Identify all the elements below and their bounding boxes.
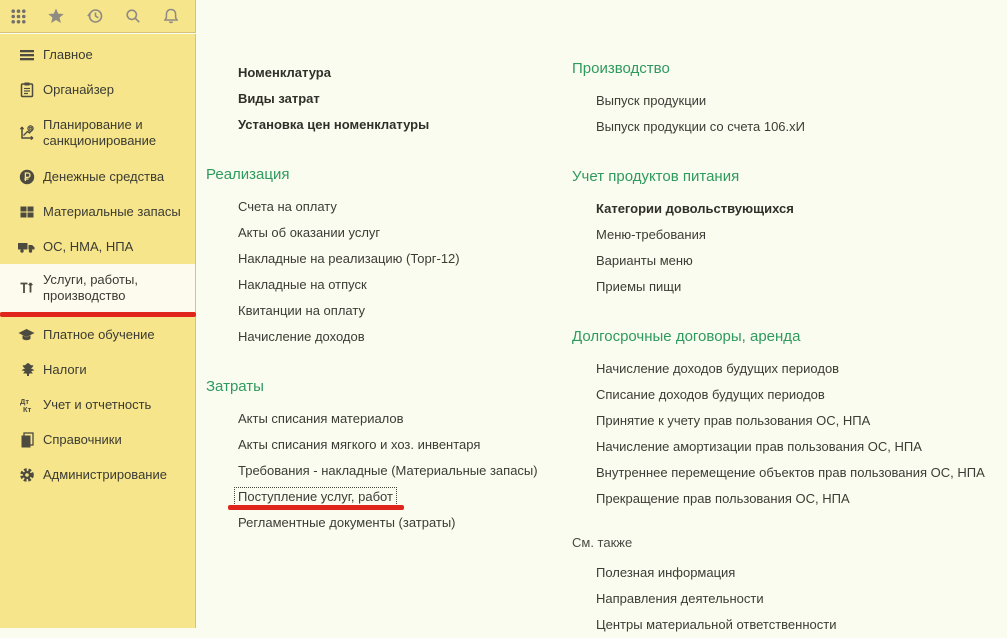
menu-link[interactable]: Номенклатура — [238, 65, 331, 80]
sidebar-item-label: Материальные запасы — [43, 203, 181, 219]
top-toolbar — [0, 0, 196, 33]
menu-link[interactable]: Акты об оказании услуг — [238, 225, 381, 240]
sidebar-item-materials[interactable] — [0, 194, 195, 229]
ruble-circle-icon — [10, 168, 43, 186]
menu-link[interactable]: Выпуск продукции со счета 106.хИ — [596, 119, 805, 134]
menu-link[interactable]: Виды затрат — [238, 91, 320, 106]
sidebar-item-label: Главное — [43, 46, 93, 62]
sidebar-item-services[interactable] — [0, 264, 195, 312]
menu-link[interactable]: Направления деятельности — [596, 591, 764, 606]
menu-item-underline-annotation — [228, 505, 404, 510]
menu-link[interactable]: Начисление амортизации прав пользования ОС, НПА — [596, 439, 922, 454]
blocks-icon — [10, 203, 43, 221]
menu-link[interactable]: Накладные на реализацию (Торг-12) — [238, 251, 460, 266]
search-icon[interactable] — [123, 6, 143, 26]
notifications-bell-icon[interactable] — [161, 6, 181, 26]
menu-link[interactable]: Списание доходов будущих периодов — [596, 387, 825, 402]
section-title-see-also: См. также — [572, 535, 633, 550]
sidebar-item-label: Платное обучение — [43, 326, 155, 342]
history-icon[interactable] — [85, 6, 105, 26]
sidebar-item-catalogs[interactable] — [0, 422, 195, 457]
menu-link[interactable]: Регламентные документы (затраты) — [238, 515, 456, 530]
menu-link[interactable]: Квитанции на оплату — [238, 303, 365, 318]
sidebar-item-label: Органайзер — [43, 81, 114, 97]
section-title-costs: Затраты — [206, 378, 264, 395]
sidebar-item-administration[interactable] — [0, 457, 195, 492]
menu-link[interactable]: Начисление доходов — [238, 329, 365, 344]
graduation-cap-icon — [10, 326, 43, 344]
sidebar-item-money[interactable] — [0, 159, 195, 194]
menu-link[interactable]: Накладные на отпуск — [238, 277, 367, 292]
apps-grid-icon[interactable] — [8, 6, 28, 26]
services-icon — [10, 279, 43, 297]
section-title-production: Производство — [572, 60, 670, 77]
sidebar-item-accounting[interactable] — [0, 387, 195, 422]
star-favorites-icon[interactable] — [46, 6, 66, 26]
sidebar-item-label: Справочники — [43, 431, 122, 447]
section-title-food-accounting: Учет продуктов питания — [572, 168, 740, 185]
truck-icon — [10, 238, 43, 256]
menu-link[interactable]: Полезная информация — [596, 565, 736, 580]
eagle-emblem-icon — [10, 361, 43, 379]
sidebar-item-main[interactable] — [0, 37, 195, 72]
menu-column-2 — [572, 56, 1007, 638]
catalogs-icon — [10, 431, 43, 449]
menu-link[interactable]: Прекращение прав пользования ОС, НПА — [596, 491, 850, 506]
menu-link[interactable]: Внутреннее перемещение объектов прав пользования ОС, НПА — [596, 465, 985, 480]
section-title-longterm-contracts: Долгосрочные договоры, аренда — [572, 328, 801, 345]
svg-text:Кт: Кт — [22, 404, 31, 414]
menu-link[interactable]: Акты списания мягкого и хоз. инвентаря — [238, 437, 481, 452]
planning-chart-icon — [10, 124, 43, 142]
sidebar-item-label: Планирование и санкционирование — [43, 117, 157, 148]
menu-link[interactable]: Начисление доходов будущих периодов — [596, 361, 840, 376]
sidebar-nav — [0, 34, 196, 628]
sidebar-item-label: Администрирование — [43, 466, 167, 482]
menu-link[interactable]: Центры материальной ответственности — [596, 617, 837, 632]
menu-link[interactable]: Установка цен номенклатуры — [238, 117, 430, 132]
menu-link[interactable]: Акты списания материалов — [238, 411, 404, 426]
menu-link[interactable]: Выпуск продукции — [596, 93, 707, 108]
organizer-clipboard-icon — [10, 81, 43, 99]
sidebar-item-paid-education[interactable] — [0, 317, 195, 352]
svg-text:Дт: Дт — [19, 396, 29, 406]
sidebar-item-label: Учет и отчетность — [43, 396, 152, 412]
sidebar-item-label: Услуги, работы, производство — [43, 272, 138, 303]
menu-column-1 — [206, 60, 558, 536]
sidebar-item-os-nma-npa[interactable] — [0, 229, 195, 264]
menu-link[interactable]: Принятие к учету прав пользования ОС, НПА — [596, 413, 871, 428]
menu-link-focused[interactable] — [206, 484, 558, 510]
sidebar-item-organizer[interactable] — [0, 72, 195, 107]
sidebar-item-planning[interactable] — [0, 107, 195, 159]
gear-icon — [10, 466, 43, 484]
menu-link[interactable]: Меню-требования — [596, 227, 706, 242]
focus-outline[interactable]: Поступление услуг, работ — [234, 487, 397, 506]
sidebar-item-label: ОС, НМА, НПА — [43, 238, 134, 254]
menu-link[interactable]: Требования - накладные (Материальные запасы) — [238, 463, 538, 478]
sidebar-item-label: Налоги — [43, 361, 87, 377]
menu-link[interactable]: Приемы пищи — [596, 279, 682, 294]
sidebar-item-label: Денежные средства — [43, 168, 165, 184]
menu-link[interactable]: Варианты меню — [596, 253, 693, 268]
sidebar-item-taxes[interactable] — [0, 352, 195, 387]
menu-link[interactable]: Категории довольствующихся — [596, 201, 794, 216]
debit-credit-icon — [10, 396, 43, 414]
menu-link[interactable]: Счета на оплату — [238, 199, 337, 214]
menu-lines-icon — [10, 46, 43, 64]
section-title-realization: Реализация — [206, 166, 290, 183]
